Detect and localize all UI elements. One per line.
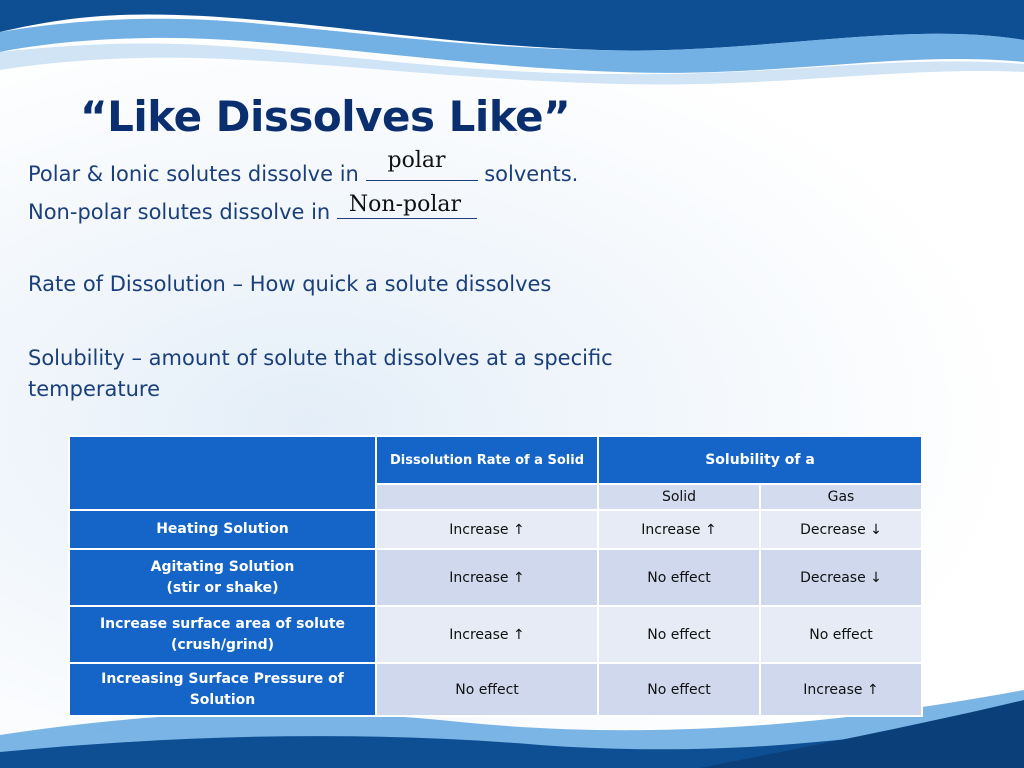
cell-solid: Increase ↑ bbox=[598, 510, 760, 549]
cell-rate: Increase ↑ bbox=[376, 510, 598, 549]
row-label-line1: Increase surface area of solute bbox=[99, 615, 346, 632]
polar-line bbox=[28, 148, 579, 186]
header-dissolution-rate: Dissolution Rate of a Solid bbox=[376, 436, 598, 484]
row-label bbox=[69, 663, 376, 716]
subheader-gas: Gas bbox=[760, 484, 922, 510]
table-row bbox=[69, 549, 922, 606]
slide-title: “Like Dissolves Like” bbox=[80, 92, 571, 141]
header-solubility: Solubility of a bbox=[598, 436, 922, 484]
solubility-definition: Solubility – amount of solute that dissolves at a specific temperature bbox=[28, 346, 613, 401]
row-label-line2: (crush/grind) bbox=[170, 636, 275, 653]
subheader-rate-blank bbox=[376, 484, 598, 510]
polar-line-prefix: Polar & Ionic solutes dissolve in bbox=[28, 162, 366, 186]
table-row bbox=[69, 663, 922, 716]
cell-gas: Decrease ↓ bbox=[760, 549, 922, 606]
row-label bbox=[69, 549, 376, 606]
cell-solid: No effect bbox=[598, 663, 760, 716]
polar-line-suffix: solvents. bbox=[477, 162, 579, 186]
row-label-line2: Solution bbox=[189, 691, 256, 708]
cell-solid: No effect bbox=[598, 549, 760, 606]
table-row bbox=[69, 606, 922, 663]
cell-gas: Decrease ↓ bbox=[760, 510, 922, 549]
rate-definition: Rate of Dissolution – How quick a solute dissolves bbox=[28, 272, 552, 296]
polar-blank bbox=[366, 148, 478, 181]
table-corner-cell bbox=[69, 436, 376, 510]
subheader-solid: Solid bbox=[598, 484, 760, 510]
cell-rate: Increase ↑ bbox=[376, 606, 598, 663]
row-label bbox=[69, 606, 376, 663]
cell-solid: No effect bbox=[598, 606, 760, 663]
row-label-line2: (stir or shake) bbox=[166, 579, 279, 596]
cell-gas: No effect bbox=[760, 606, 922, 663]
row-label-line1: Agitating Solution bbox=[150, 558, 295, 575]
cell-rate: Increase ↑ bbox=[376, 549, 598, 606]
nonpolar-line bbox=[28, 192, 477, 224]
cell-gas: Increase ↑ bbox=[760, 663, 922, 716]
row-label-line1: Increasing Surface Pressure of bbox=[101, 670, 344, 687]
table-header-row bbox=[69, 436, 922, 484]
polar-answer: polar bbox=[387, 148, 446, 173]
row-label-line1: Heating Solution bbox=[156, 521, 289, 537]
row-label bbox=[69, 510, 376, 549]
cell-rate: No effect bbox=[376, 663, 598, 716]
table-row bbox=[69, 510, 922, 549]
nonpolar-answer: Non-polar bbox=[348, 192, 462, 217]
effects-table bbox=[68, 435, 923, 717]
nonpolar-blank bbox=[337, 192, 477, 219]
nonpolar-line-prefix: Non-polar solutes dissolve in bbox=[28, 200, 337, 224]
